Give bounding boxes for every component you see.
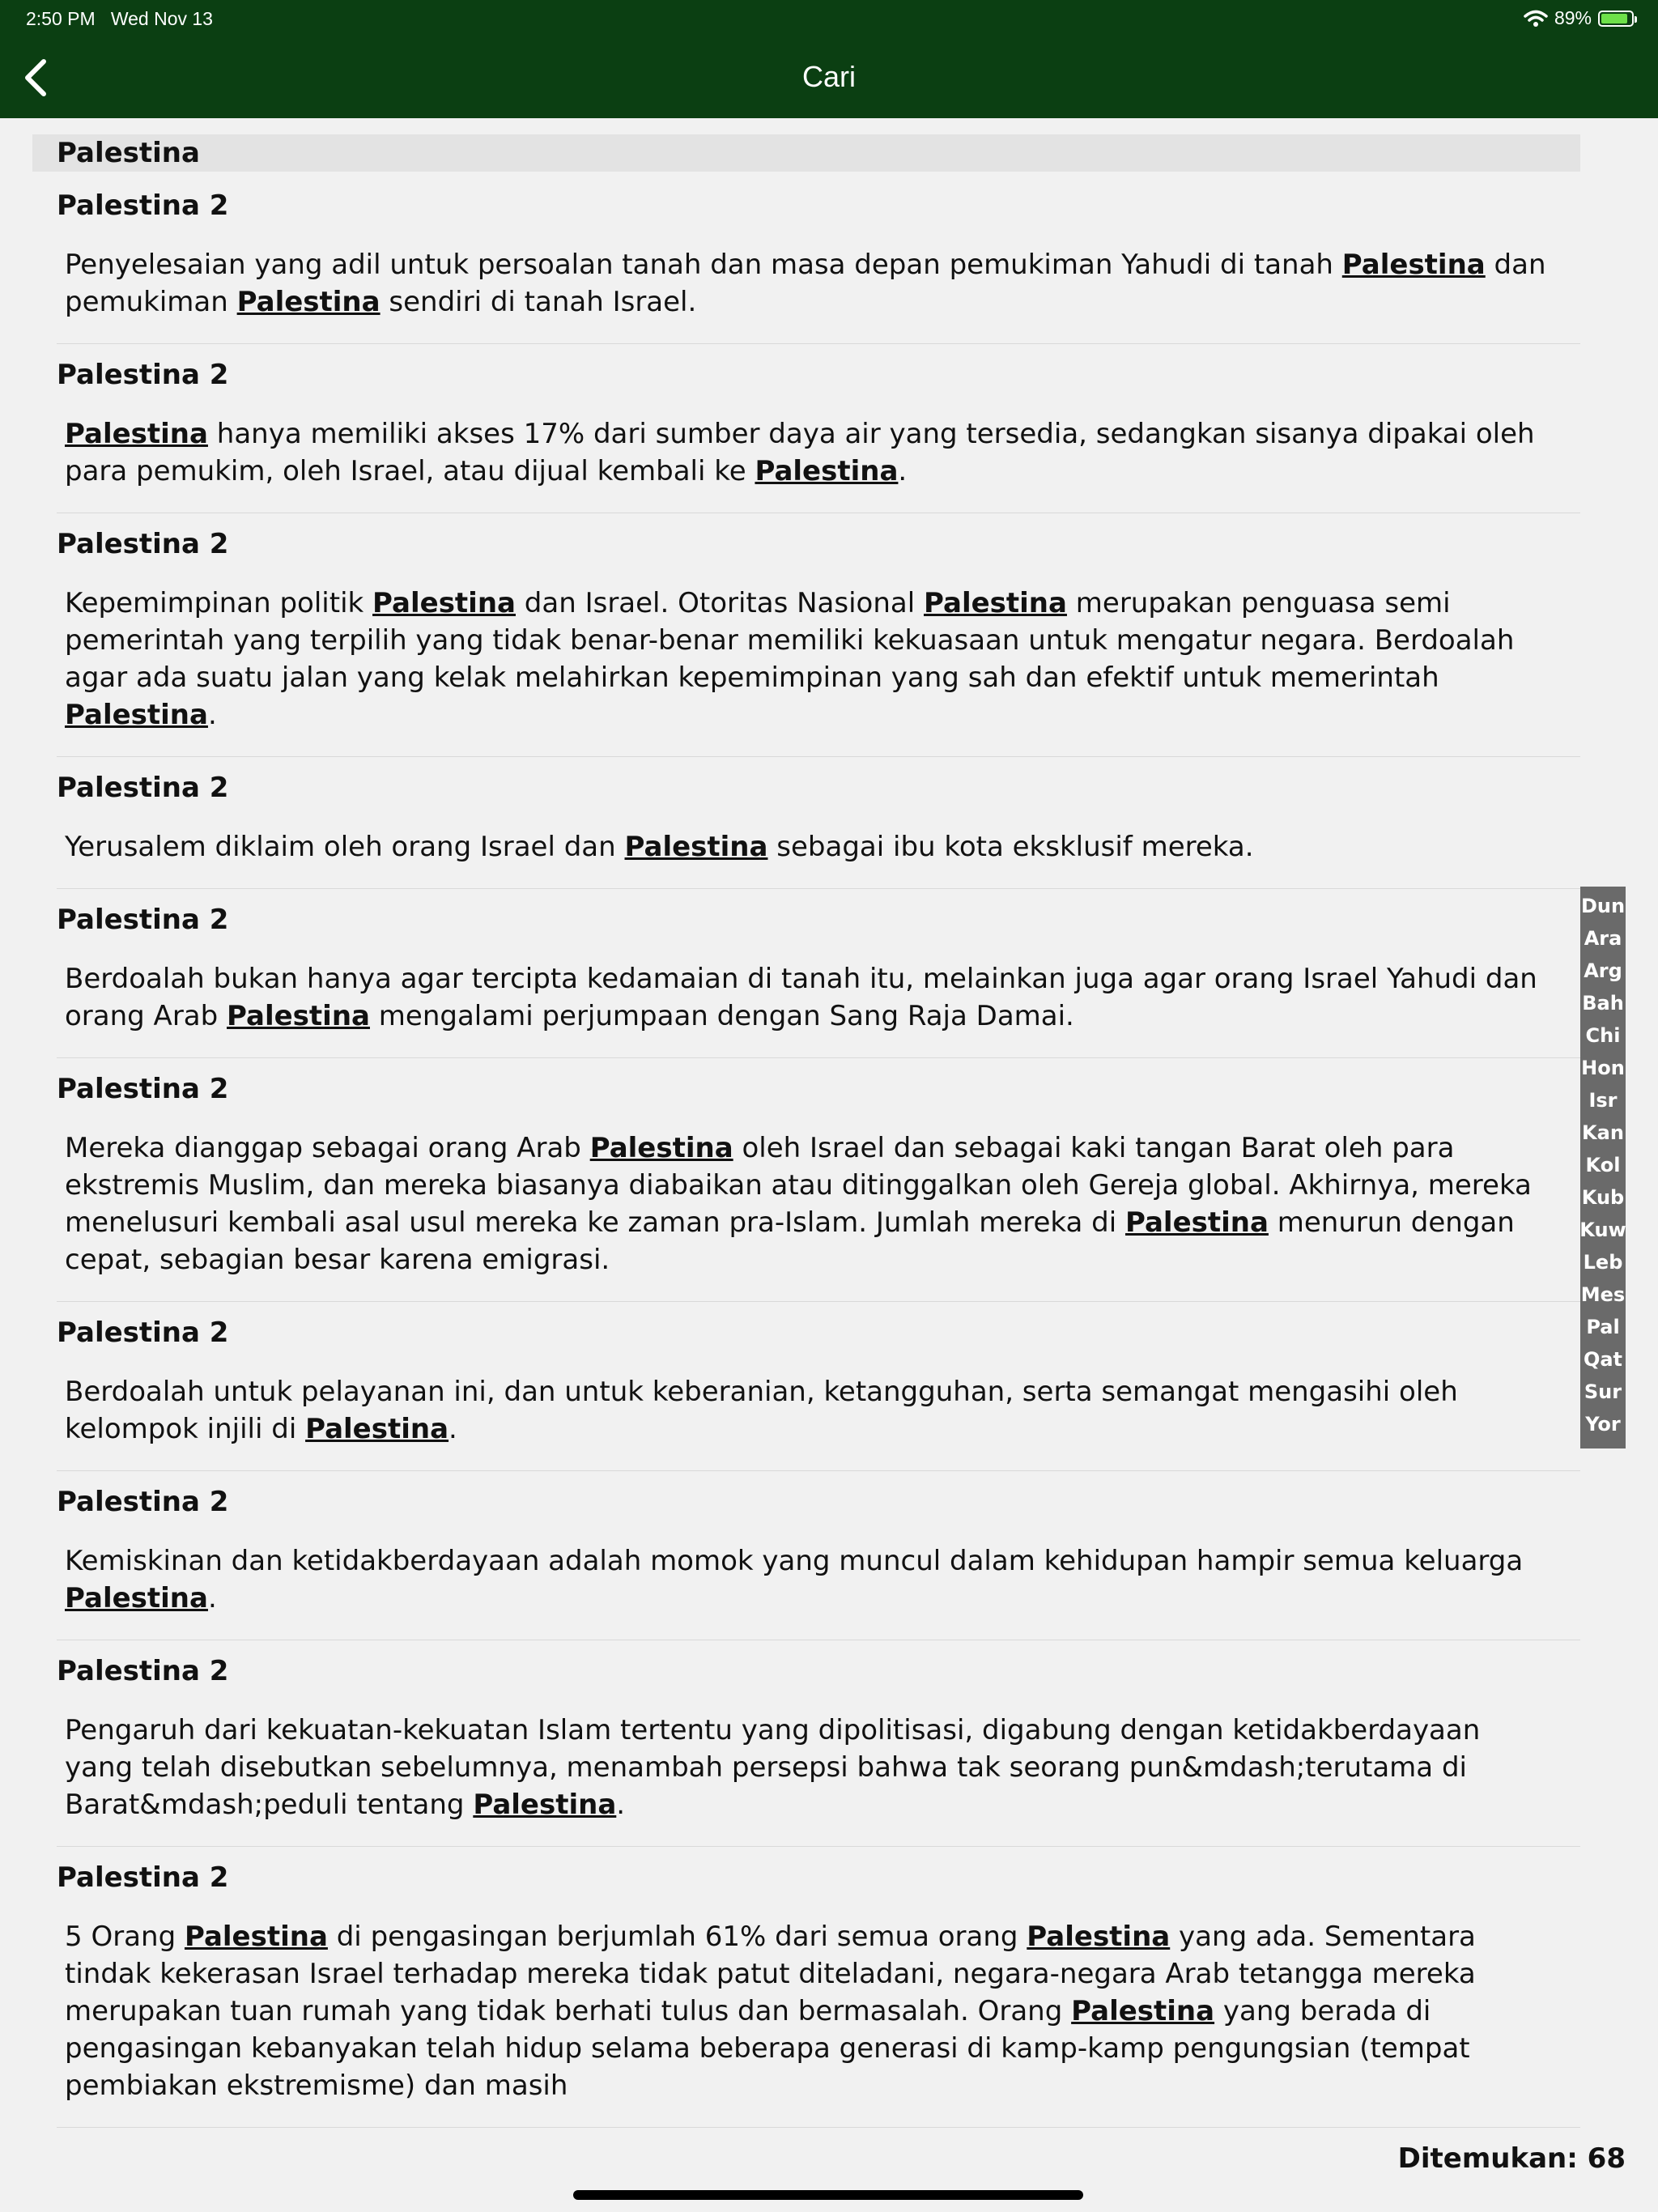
results-container xyxy=(57,175,1580,2128)
index-item-kuw[interactable]: Kuw xyxy=(1579,1219,1626,1241)
status-bar xyxy=(0,0,1658,37)
battery-icon xyxy=(1598,11,1634,27)
index-item-hon[interactable]: Hon xyxy=(1581,1057,1625,1079)
result-text-segment: yang ada. Sementara tindak kekerasan Israel terhadap mereka tidak patut diteladani, negara-negara Arab tetangga mereka merupakan tuan rumah yang tidak berhati tulus dan bermasalah. Orang xyxy=(65,1921,1476,2027)
index-item-bah[interactable]: Bah xyxy=(1582,992,1624,1015)
result-text-segment: menurun dengan cepat, sebagian besar karena emigrasi. xyxy=(65,1206,1515,1276)
result-item[interactable] xyxy=(57,1302,1580,1471)
result-text-segment: sebagai ibu kota eksklusif mereka. xyxy=(767,831,1254,863)
result-text-segment: Kepemimpinan politik xyxy=(65,587,373,619)
result-text-segment: yang berada di pengasingan kebanyakan telah hidup selama beberapa generasi di kamp-kamp pengungsian (tempat pembiakan ekstremisme) dan masih xyxy=(65,1995,1470,2102)
index-item-kan[interactable]: Kan xyxy=(1582,1121,1624,1144)
index-item-kub[interactable]: Kub xyxy=(1581,1186,1625,1209)
status-date: Wed Nov 13 xyxy=(110,8,213,29)
keyword-highlight: Palestina xyxy=(184,1921,328,1953)
index-item-pal[interactable]: Pal xyxy=(1586,1316,1620,1338)
found-count: Ditemukan: 68 xyxy=(1397,2142,1626,2175)
keyword-highlight: Palestina xyxy=(305,1413,449,1445)
result-text xyxy=(57,415,1580,490)
result-text-segment: Yerusalem diklaim oleh orang Israel dan xyxy=(65,831,625,863)
index-bar[interactable] xyxy=(1580,887,1626,1448)
index-item-arg[interactable]: Arg xyxy=(1584,959,1622,982)
keyword-highlight: Palestina xyxy=(755,455,899,487)
result-item[interactable] xyxy=(57,1640,1580,1847)
result-text xyxy=(57,1373,1580,1448)
keyword-highlight: Palestina xyxy=(924,587,1067,619)
result-text-segment: . xyxy=(449,1413,457,1445)
result-title: Palestina 2 xyxy=(57,904,229,936)
result-text-segment: Berdoalah untuk pelayanan ini, dan untuk keberanian, ketangguhan, serta semangat mengasihi oleh kelompok injili di xyxy=(65,1376,1458,1445)
nav-bar xyxy=(0,37,1658,118)
result-title: Palestina 2 xyxy=(57,1486,229,1518)
result-text-segment: oleh Israel dan sebagai kaki tangan Barat oleh para ekstremis Muslim, dan mereka biasanya diabaikan atau ditinggalkan oleh Gereja global. Akhirnya, mereka menelusuri kembali asal usul mereka ke zaman pra-Islam. Jumlah mereka di xyxy=(65,1132,1532,1239)
keyword-highlight: Palestina xyxy=(1341,249,1486,281)
result-title: Palestina 2 xyxy=(57,1317,229,1349)
index-item-leb[interactable]: Leb xyxy=(1583,1251,1623,1274)
keyword-highlight: Palestina xyxy=(624,831,768,863)
index-item-sur[interactable]: Sur xyxy=(1584,1380,1622,1403)
battery-percent: 89% xyxy=(1554,7,1592,28)
keyword-highlight: Palestina xyxy=(1124,1206,1269,1239)
result-text-segment: Kemiskinan dan ketidakberdayaan adalah momok yang muncul dalam kehidupan hampir semua keluarga xyxy=(65,1545,1524,1577)
index-item-dun[interactable]: Dun xyxy=(1580,895,1626,917)
page-title: Cari xyxy=(801,60,856,93)
result-text-segment: di pengasingan berjumlah 61% dari semua orang xyxy=(327,1921,1027,1953)
section-header: Palestina xyxy=(32,134,1580,172)
result-text xyxy=(57,1129,1580,1278)
result-text-segment: Penyelesaian yang adil untuk persoalan tanah dan masa depan pemukiman Yahudi di tanah xyxy=(65,249,1342,281)
result-title: Palestina 2 xyxy=(57,1073,229,1105)
keyword-highlight: Palestina xyxy=(65,418,208,450)
keyword-highlight: Palestina xyxy=(1027,1921,1171,1953)
result-text-segment: merupakan penguasa semi pemerintah yang terpilih yang tidak benar-benar memiliki kekuasaan untuk mengatur negara. Berdoalah agar ada suatu jalan yang kelak melahirkan kepemimpinan yang sah dan efektif untuk memerintah xyxy=(65,587,1515,694)
index-item-chi[interactable]: Chi xyxy=(1585,1024,1621,1047)
result-item[interactable] xyxy=(57,344,1580,513)
keyword-highlight: Palestina xyxy=(236,286,380,318)
status-right xyxy=(1524,7,1634,29)
result-item[interactable] xyxy=(57,513,1580,757)
results-list[interactable] xyxy=(0,118,1658,2159)
index-item-kol[interactable]: Kol xyxy=(1585,1154,1621,1176)
result-text-segment: Pengaruh dari kekuatan-kekuatan Islam tertentu yang dipolitisasi, digabung dengan ketidakberdayaan yang telah disebutkan sebelumnya, menambah persepsi bahwa tak seorang pun&mdash;terutama di Barat&mdash;peduli tentang xyxy=(65,1714,1481,1821)
index-item-ara[interactable]: Ara xyxy=(1584,927,1622,950)
status-time xyxy=(26,8,213,30)
keyword-highlight: Palestina xyxy=(65,1582,208,1614)
result-text-segment: dan pemukiman xyxy=(65,249,1546,318)
wifi-icon xyxy=(1524,10,1548,28)
result-item[interactable] xyxy=(57,1471,1580,1640)
result-title: Palestina 2 xyxy=(57,772,229,804)
result-item[interactable] xyxy=(57,175,1580,344)
status-clock: 2:50 PM xyxy=(26,8,96,29)
result-text-segment: . xyxy=(616,1789,626,1821)
keyword-highlight: Palestina xyxy=(372,587,516,619)
result-title: Palestina 2 xyxy=(57,528,229,560)
result-title: Palestina 2 xyxy=(57,359,229,391)
result-item[interactable] xyxy=(57,889,1580,1058)
battery-fill xyxy=(1601,14,1627,23)
result-item[interactable] xyxy=(57,757,1580,889)
home-indicator[interactable] xyxy=(573,2190,1083,2200)
result-title: Palestina 2 xyxy=(57,189,229,222)
result-text xyxy=(57,960,1580,1035)
index-item-mes[interactable]: Mes xyxy=(1580,1283,1626,1306)
result-title: Palestina 2 xyxy=(57,1861,229,1894)
result-text-segment: mengalami perjumpaan dengan Sang Raja Damai. xyxy=(369,1000,1074,1032)
result-text xyxy=(57,828,1580,866)
keyword-highlight: Palestina xyxy=(1071,1995,1215,2027)
result-item[interactable] xyxy=(57,1847,1580,2128)
result-text-segment: . xyxy=(898,455,908,487)
result-text xyxy=(57,1918,1580,2104)
result-text-segment: sendiri di tanah Israel. xyxy=(380,286,697,318)
keyword-highlight: Palestina xyxy=(589,1132,733,1164)
result-text-segment: Mereka dianggap sebagai orang Arab xyxy=(65,1132,590,1164)
keyword-highlight: Palestina xyxy=(473,1789,617,1821)
battery-nub xyxy=(1635,16,1637,23)
index-item-yor[interactable]: Yor xyxy=(1585,1413,1621,1436)
result-text xyxy=(57,585,1580,734)
result-text-segment: hanya memiliki akses 17% dari sumber daya air yang tersedia, sedangkan sisanya dipakai oleh para pemukim, oleh Israel, atau dijual kembali ke xyxy=(65,418,1535,487)
keyword-highlight: Palestina xyxy=(65,699,208,731)
result-text xyxy=(57,246,1580,321)
result-title: Palestina 2 xyxy=(57,1655,229,1687)
result-text-segment: dan Israel. Otoritas Nasional xyxy=(516,587,924,619)
result-text-segment: . xyxy=(207,699,217,731)
result-text-segment: Berdoalah bukan hanya agar tercipta kedamaian di tanah itu, melainkan juga agar orang Israel Yahudi dan orang Arab xyxy=(65,963,1537,1032)
keyword-highlight: Palestina xyxy=(227,1000,370,1032)
result-text xyxy=(57,1712,1580,1823)
index-item-qat[interactable]: Qat xyxy=(1583,1348,1623,1371)
result-item[interactable] xyxy=(57,1058,1580,1302)
result-text-segment: . xyxy=(207,1582,217,1614)
result-text xyxy=(57,1542,1580,1617)
result-text-segment: 5 Orang xyxy=(65,1921,185,1953)
index-item-isr[interactable]: Isr xyxy=(1588,1089,1618,1112)
